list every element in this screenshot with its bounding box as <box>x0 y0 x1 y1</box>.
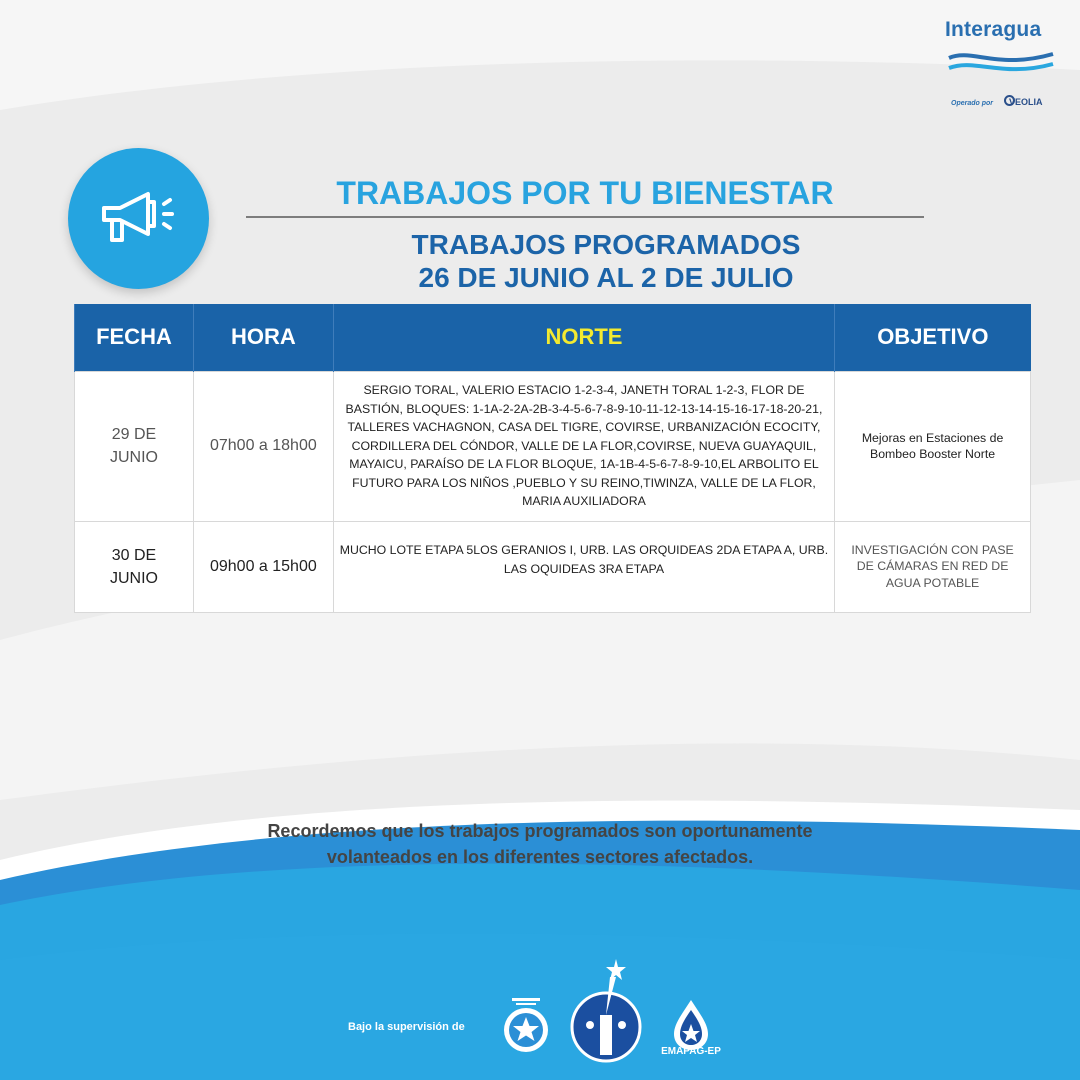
hora-value: 09h00 a 15h00 <box>209 557 317 575</box>
water-drop-icon <box>652 996 730 1068</box>
table-row <box>75 371 1031 521</box>
fecha-line-2: JUNIO <box>109 449 158 466</box>
cell-objetivo <box>835 371 1031 521</box>
page-subtitle <box>330 228 882 294</box>
operated-by-label: Operado por <box>951 100 994 107</box>
operated-by <box>951 97 1061 107</box>
table-header-row <box>75 304 1031 371</box>
cell-fecha <box>75 371 194 521</box>
subtitle-line-2: 26 DE JUNIO AL 2 DE JULIO <box>418 262 794 293</box>
table-row <box>75 521 1031 612</box>
sectores-value: SERGIO TORAL, VALERIO ESTACIO 1-2-3-4, JANETH TORAL 1-2-3, FLOR DE BASTIÓN, BLOQUES: 1-1A-2-2A-2B-3-4-5-6-7-8-9-10-11-12-13-14-15-16-17-18-20-21, TALLERES VACHAGNON, CASA DEL TIGRE, COVIRSE, URBANIZACIÓN ECOCITY, CORDILLERA DEL CÓNDOR, VALLE DE LA FLOR,COVIRSE, NUEVA GUAYAQUIL, MAYAICU, PARAÍSO DE LA FLOR BLOQUE, 1A-1B-4-5-6-7-8-9-10,EL ARBOLITO EL FUTURO PARA LOS NIÑOS ,PUEBLO Y SU REINO,TIWINZA, VALLE DE LA FLOR, MARIA AUXILIADORA <box>345 382 823 509</box>
guayaquil-emblem-icon <box>570 955 642 1065</box>
header-fecha: FECHA <box>75 304 194 371</box>
schedule-table <box>74 304 1031 613</box>
objetivo-value: INVESTIGACIÓN CON PASE DE CÁMARAS EN RED DE AGUA POTABLE <box>851 542 1014 590</box>
fecha-line-1: 29 DE <box>111 426 157 443</box>
page-title: TRABAJOS POR TU BIENESTAR <box>336 175 834 211</box>
header-norte: NORTE <box>333 304 834 371</box>
brand-name: Interagua <box>945 18 1042 41</box>
reminder-line-2: volanteados en los diferentes sectores afectados. <box>326 847 754 867</box>
megaphone-badge <box>68 148 209 289</box>
sectores-value: MUCHO LOTE ETAPA 5LOS GERANIOS I, URB. LAS ORQUIDEAS 2DA ETAPA A, URB. LAS OQUIDEAS 3RA ETAPA <box>339 542 829 576</box>
header-objetivo: OBJETIVO <box>835 304 1031 371</box>
objetivo-value: Mejoras en Estaciones de Bombeo Booster Norte <box>861 430 1004 461</box>
reminder-line-1: Recordemos que los trabajos programados son oportunamente <box>267 821 813 841</box>
fecha-line-1: 30 DE <box>111 546 157 564</box>
emapag-label: EMAPAG-EP <box>661 1046 721 1057</box>
reminder-text <box>180 818 900 870</box>
supervision-label: Bajo la supervisión de <box>348 1021 465 1033</box>
cell-sectores <box>333 371 834 521</box>
waves-icon <box>947 48 1055 78</box>
interagua-logo <box>945 18 1060 107</box>
partner-name: VEOLIA <box>1008 97 1043 107</box>
megaphone-icon <box>98 186 184 252</box>
header-hora: HORA <box>193 304 333 371</box>
cell-objetivo <box>835 521 1031 612</box>
hora-value: 07h00 a 18h00 <box>209 437 317 454</box>
title-divider <box>246 216 924 218</box>
subtitle-line-1: TRABAJOS PROGRAMADOS <box>411 229 801 260</box>
municipality-seal-icon <box>494 992 558 1064</box>
fecha-line-2: JUNIO <box>109 569 158 587</box>
cell-fecha <box>75 521 194 612</box>
veolia-icon <box>1004 95 1015 106</box>
cell-hora <box>193 371 333 521</box>
cell-sectores <box>333 521 834 612</box>
cell-hora <box>193 521 333 612</box>
